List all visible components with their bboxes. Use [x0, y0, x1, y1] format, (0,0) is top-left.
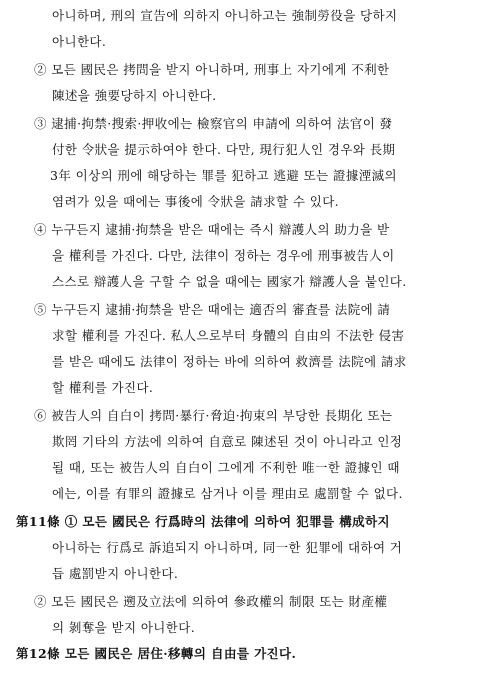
text-line-24: 의 剝奪을 받지 아니한다. [52, 620, 196, 635]
text-line-22: 듭 處罰받지 아니한다. [52, 566, 179, 581]
text-line-15: 할 權利를 가진다. [52, 380, 154, 395]
text-line-23: ② 모든 國民은 遡及立法에 의하여 參政權의 制限 또는 財產權 [34, 594, 388, 609]
article-11-line-1: 第11條 ① 모든 國民은 行爲時의 法律에 의하여 犯罪를 構成하지 [16, 514, 391, 529]
text-line-14: 를 받은 때에도 法律이 정하는 바에 의하여 救濟를 法院에 請求 [52, 354, 407, 369]
text-line-10: 을 權利를 가진다. 다만, 法律이 정하는 경우에 刑事被告人이 [52, 248, 395, 263]
text-line-5: ③ 逮捕·拘禁·搜索·押收에는 檢察官의 申請에 의하여 法官이 發 [34, 116, 393, 131]
article-12-line-1: 第12條 모든 國民은 居住·移轉의 自由를 가진다. [16, 646, 297, 661]
text-line-17: 欺罔 기타의 方法에 의하여 自意로 陳述된 것이 아니라고 인정 [52, 434, 403, 449]
text-line-11: 스스로 辯護人을 구할 수 없을 때에는 國家가 辯護人을 붙인다. [52, 274, 407, 289]
text-line-18: 될 때, 또는 被告人의 自白이 그에게 不利한 唯一한 證據인 때 [52, 460, 400, 475]
text-line-13: 求할 權利를 가진다. 私人으로부터 身體의 自由의 不法한 侵害 [52, 328, 405, 343]
text-line-12: ⑤ 누구든지 逮捕·拘禁을 받은 때에는 適否의 審査를 法院에 請 [34, 302, 391, 317]
text-line-7: 3年 이상의 刑에 해당하는 罪를 犯하고 逃避 또는 證據湮滅의 [50, 168, 397, 183]
text-line-21: 아니하는 行爲로 訴追되지 아니하며, 同一한 犯罪에 대하여 거 [52, 540, 403, 555]
text-line-9: ④ 누구든지 逮捕·拘禁을 받은 때에는 즉시 辯護人의 助力을 받 [34, 222, 390, 237]
text-line-19: 에는, 이를 有罪의 證據로 삼거나 이를 理由로 處罰할 수 없다. [52, 486, 403, 501]
text-line-4: 陳述을 強要당하지 아니한다. [52, 88, 217, 103]
text-line-16: ⑥ 被告人의 自白이 拷問·暴行·脅迫·拘束의 부당한 長期化 또는 [34, 408, 393, 423]
text-line-8: 염려가 있을 때에는 事後에 令狀을 請求할 수 있다. [52, 194, 340, 209]
text-line-6: 付한 令狀을 提示하여야 한다. 다만, 現行犯人인 경우와 長期 [52, 142, 396, 157]
text-line-3: ② 모든 國民은 拷問을 받지 아니하며, 刑事上 자기에게 不利한 [34, 62, 390, 77]
text-line-1: 아니하며, 刑의 宣告에 의하지 아니하고는 強制勞役을 당하지 [52, 8, 398, 23]
text-line-2: 아니한다. [52, 34, 107, 49]
